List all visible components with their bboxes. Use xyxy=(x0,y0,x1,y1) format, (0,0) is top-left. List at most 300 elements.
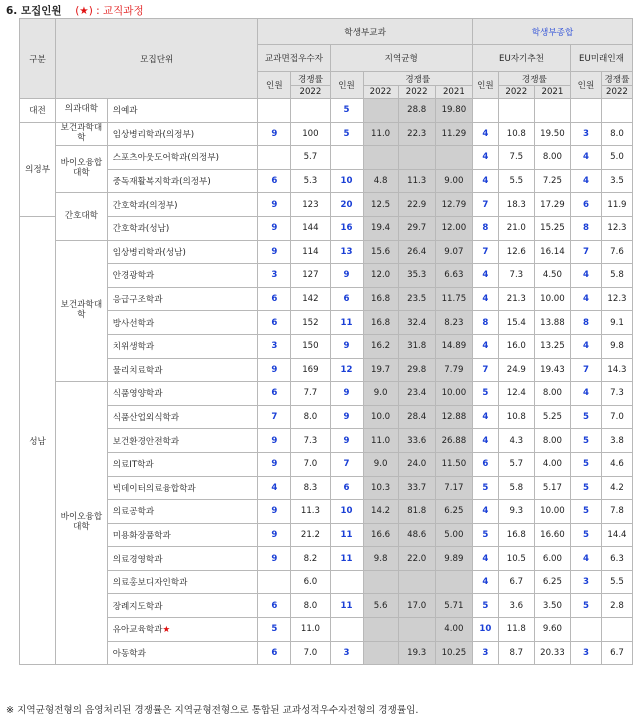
value-cell: 12.4 xyxy=(498,382,534,406)
value-cell: 6 xyxy=(258,169,291,193)
value-cell: 11.0 xyxy=(363,122,398,146)
value-cell: 29.7 xyxy=(398,216,435,240)
value-cell: 8 xyxy=(472,216,498,240)
value-cell: 11.9 xyxy=(601,193,632,217)
value-cell: 8.0 xyxy=(291,405,330,429)
department-name: 중독재활복지학과(의정부) xyxy=(112,177,211,188)
value-cell: 11 xyxy=(330,523,363,547)
department-name: 의료홍보디자인학과 xyxy=(112,578,188,589)
header-eu-self: EU자기추천 xyxy=(472,45,570,72)
value-cell: 5 xyxy=(330,99,363,123)
value-cell: 8.7 xyxy=(498,641,534,665)
value-cell: 4 xyxy=(570,334,601,358)
value-cell: 12.88 xyxy=(435,405,472,429)
value-cell: 10.00 xyxy=(435,382,472,406)
value-cell: 5.25 xyxy=(534,405,570,429)
value-cell: 6.7 xyxy=(498,570,534,594)
value-cell: 10.25 xyxy=(435,641,472,665)
value-cell: 8 xyxy=(570,216,601,240)
department-cell xyxy=(107,193,258,217)
header-quota: 인원 xyxy=(330,72,363,99)
value-cell: 5 xyxy=(570,500,601,524)
value-cell: 5.00 xyxy=(435,523,472,547)
value-cell: 19.50 xyxy=(534,122,570,146)
legend-text: 교직과정 xyxy=(103,5,144,17)
value-cell: 5.7 xyxy=(291,146,330,170)
value-cell: 12.3 xyxy=(601,287,632,311)
value-cell xyxy=(363,641,398,665)
value-cell: 3.6 xyxy=(498,594,534,618)
value-cell: 6 xyxy=(472,452,498,476)
value-cell: 8.0 xyxy=(291,594,330,618)
value-cell: 81.8 xyxy=(398,500,435,524)
department-name: 물리치료학과 xyxy=(112,365,163,376)
value-cell: 10.8 xyxy=(498,405,534,429)
value-cell: 10 xyxy=(472,618,498,642)
department-name: 보건환경안전학과 xyxy=(112,436,180,447)
header-category: 구분 xyxy=(20,19,56,99)
table-row xyxy=(20,216,633,240)
header-competition: 경쟁률 xyxy=(291,72,330,86)
value-cell: 5 xyxy=(570,429,601,453)
value-cell: 4 xyxy=(570,547,601,571)
value-cell: 4 xyxy=(472,405,498,429)
value-cell: 9.8 xyxy=(601,334,632,358)
value-cell: 16.6 xyxy=(363,523,398,547)
value-cell: 7.17 xyxy=(435,476,472,500)
value-cell: 9 xyxy=(258,429,291,453)
value-cell: 9.0 xyxy=(363,452,398,476)
department-cell xyxy=(107,594,258,618)
value-cell: 14.2 xyxy=(363,500,398,524)
value-cell: 14.4 xyxy=(601,523,632,547)
value-cell: 4.6 xyxy=(601,452,632,476)
value-cell: 9 xyxy=(330,405,363,429)
table-row xyxy=(20,382,633,406)
value-cell xyxy=(472,99,498,123)
value-cell: 5.71 xyxy=(435,594,472,618)
value-cell: 9 xyxy=(258,547,291,571)
value-cell: 4 xyxy=(472,169,498,193)
value-cell: 11.50 xyxy=(435,452,472,476)
department-name: 스포츠아웃도어학과(의정부) xyxy=(112,153,220,164)
table-row xyxy=(20,523,633,547)
value-cell xyxy=(570,618,601,642)
value-cell: 5 xyxy=(472,523,498,547)
value-cell: 16.8 xyxy=(498,523,534,547)
value-cell xyxy=(398,146,435,170)
department-name: 간호학과(의정부) xyxy=(112,200,178,211)
value-cell: 5.5 xyxy=(601,570,632,594)
header-competition: 경쟁률 xyxy=(601,72,632,86)
value-cell: 12.5 xyxy=(363,193,398,217)
value-cell: 10.5 xyxy=(498,547,534,571)
value-cell: 7 xyxy=(472,193,498,217)
value-cell xyxy=(330,570,363,594)
value-cell: 11 xyxy=(330,594,363,618)
department-cell xyxy=(107,311,258,335)
value-cell: 4.00 xyxy=(435,618,472,642)
value-cell: 21.2 xyxy=(291,523,330,547)
value-cell: 9 xyxy=(330,429,363,453)
value-cell: 10.3 xyxy=(363,476,398,500)
header-year: 2022 xyxy=(398,86,435,99)
college-cell: 바이오융합대학 xyxy=(56,146,108,193)
department-name: 응급구조학과 xyxy=(112,295,163,306)
department-cell xyxy=(107,570,258,594)
value-cell: 4 xyxy=(570,382,601,406)
value-cell: 3 xyxy=(570,641,601,665)
table-row xyxy=(20,358,633,382)
value-cell: 4 xyxy=(472,334,498,358)
value-cell xyxy=(258,570,291,594)
value-cell: 9 xyxy=(258,523,291,547)
value-cell: 5 xyxy=(472,382,498,406)
value-cell: 7 xyxy=(472,240,498,264)
value-cell xyxy=(601,99,632,123)
value-cell: 29.8 xyxy=(398,358,435,382)
value-cell: 6 xyxy=(570,193,601,217)
value-cell: 6.25 xyxy=(435,500,472,524)
value-cell: 17.0 xyxy=(398,594,435,618)
value-cell xyxy=(363,99,398,123)
department-name: 의료공학과 xyxy=(112,507,155,518)
value-cell: 5.0 xyxy=(601,146,632,170)
value-cell: 10.0 xyxy=(363,405,398,429)
value-cell: 9.1 xyxy=(601,311,632,335)
value-cell: 32.4 xyxy=(398,311,435,335)
value-cell: 6.7 xyxy=(601,641,632,665)
department-name: 아동학과 xyxy=(112,648,146,659)
table-row xyxy=(20,570,633,594)
header-year: 2022 xyxy=(498,86,534,99)
value-cell: 11.0 xyxy=(363,429,398,453)
table-row xyxy=(20,476,633,500)
legend-separator: : xyxy=(92,5,104,17)
department-name: 미용화장품학과 xyxy=(112,530,171,541)
value-cell: 19.80 xyxy=(435,99,472,123)
value-cell: 21.3 xyxy=(498,287,534,311)
department-cell xyxy=(107,122,258,146)
value-cell: 150 xyxy=(291,334,330,358)
value-cell: 9.89 xyxy=(435,547,472,571)
value-cell: 9 xyxy=(330,264,363,288)
value-cell: 11.0 xyxy=(291,618,330,642)
header-school-record-comprehensive: 학생부종합 xyxy=(472,19,632,45)
value-cell: 12.0 xyxy=(363,264,398,288)
value-cell xyxy=(398,570,435,594)
value-cell: 24.0 xyxy=(398,452,435,476)
value-cell: 7.5 xyxy=(498,146,534,170)
value-cell xyxy=(258,99,291,123)
value-cell: 35.3 xyxy=(398,264,435,288)
value-cell: 7 xyxy=(330,452,363,476)
legend-star: (★) xyxy=(75,5,93,17)
value-cell: 3.8 xyxy=(601,429,632,453)
table-row xyxy=(20,193,633,217)
value-cell: 6.0 xyxy=(291,570,330,594)
value-cell: 13.25 xyxy=(534,334,570,358)
value-cell xyxy=(435,570,472,594)
table-row xyxy=(20,594,633,618)
value-cell: 4 xyxy=(472,500,498,524)
department-cell xyxy=(107,240,258,264)
department-cell xyxy=(107,476,258,500)
value-cell: 8.00 xyxy=(534,429,570,453)
value-cell xyxy=(363,146,398,170)
value-cell: 9 xyxy=(258,500,291,524)
value-cell: 9.60 xyxy=(534,618,570,642)
value-cell: 5 xyxy=(472,594,498,618)
value-cell: 7.8 xyxy=(601,500,632,524)
value-cell: 33.7 xyxy=(398,476,435,500)
value-cell: 9 xyxy=(258,452,291,476)
value-cell: 10.8 xyxy=(498,122,534,146)
value-cell: 22.0 xyxy=(398,547,435,571)
value-cell: 11.29 xyxy=(435,122,472,146)
value-cell: 14.89 xyxy=(435,334,472,358)
department-name: 간호학과(성남) xyxy=(112,224,170,235)
value-cell: 3.50 xyxy=(534,594,570,618)
value-cell: 15.6 xyxy=(363,240,398,264)
value-cell: 6 xyxy=(258,311,291,335)
region-cell: 성남 xyxy=(20,216,56,664)
value-cell: 8.00 xyxy=(534,146,570,170)
value-cell: 16.0 xyxy=(498,334,534,358)
value-cell: 6.00 xyxy=(534,547,570,571)
value-cell: 3 xyxy=(570,570,601,594)
department-cell xyxy=(107,287,258,311)
value-cell xyxy=(291,99,330,123)
table-row xyxy=(20,311,633,335)
value-cell: 7.3 xyxy=(498,264,534,288)
value-cell: 7.6 xyxy=(601,240,632,264)
value-cell: 123 xyxy=(291,193,330,217)
value-cell: 4.8 xyxy=(363,169,398,193)
value-cell: 16.14 xyxy=(534,240,570,264)
value-cell: 11.8 xyxy=(498,618,534,642)
value-cell: 8.2 xyxy=(291,547,330,571)
value-cell: 3 xyxy=(258,264,291,288)
value-cell: 15.4 xyxy=(498,311,534,335)
value-cell: 7.0 xyxy=(601,405,632,429)
header-competition: 경쟁률 xyxy=(363,72,472,86)
value-cell: 10 xyxy=(330,169,363,193)
department-name: 의료IT학과 xyxy=(112,460,154,471)
teacher-course-star-icon: ★ xyxy=(162,625,171,636)
header-eu-future: EU미래인재 xyxy=(570,45,632,72)
value-cell: 5.6 xyxy=(363,594,398,618)
college-cell: 보건과학대학 xyxy=(56,122,108,146)
value-cell: 4.00 xyxy=(534,452,570,476)
value-cell: 2.8 xyxy=(601,594,632,618)
value-cell: 7 xyxy=(570,240,601,264)
table-row xyxy=(20,618,633,642)
value-cell xyxy=(498,99,534,123)
table-row xyxy=(20,641,633,665)
section-title: 6. 모집인원 xyxy=(6,5,62,17)
department-name: 식품산업외식학과 xyxy=(112,413,180,424)
value-cell: 9 xyxy=(258,216,291,240)
value-cell: 13 xyxy=(330,240,363,264)
value-cell xyxy=(534,99,570,123)
header-competition: 경쟁률 xyxy=(498,72,570,86)
department-name: 빅데이터의료융합학과 xyxy=(112,483,196,494)
value-cell: 5.7 xyxy=(498,452,534,476)
department-name: 임상병리학과(의정부) xyxy=(112,129,195,140)
header-school-record-subject: 학생부교과 xyxy=(258,19,473,45)
value-cell: 4 xyxy=(472,287,498,311)
department-name: 방사선학과 xyxy=(112,318,155,329)
department-cell xyxy=(107,429,258,453)
value-cell xyxy=(601,618,632,642)
header-regional-balance: 지역균형 xyxy=(330,45,472,72)
value-cell: 142 xyxy=(291,287,330,311)
value-cell xyxy=(435,146,472,170)
value-cell: 144 xyxy=(291,216,330,240)
college-cell: 보건과학대학 xyxy=(56,240,108,382)
department-cell xyxy=(107,216,258,240)
value-cell: 21.0 xyxy=(498,216,534,240)
value-cell: 5.17 xyxy=(534,476,570,500)
department-name: 식품영양학과 xyxy=(112,389,163,400)
value-cell: 4 xyxy=(570,264,601,288)
value-cell: 16 xyxy=(330,216,363,240)
table-row xyxy=(20,429,633,453)
value-cell: 6 xyxy=(258,287,291,311)
table-row xyxy=(20,334,633,358)
recruitment-table xyxy=(19,18,633,665)
value-cell: 11 xyxy=(330,311,363,335)
value-cell: 12.6 xyxy=(498,240,534,264)
value-cell: 4.50 xyxy=(534,264,570,288)
department-name: 장례지도학과 xyxy=(112,601,163,612)
value-cell xyxy=(258,146,291,170)
header-quota: 인원 xyxy=(570,72,601,99)
value-cell: 6 xyxy=(330,476,363,500)
value-cell: 4 xyxy=(472,429,498,453)
value-cell: 9.8 xyxy=(363,547,398,571)
value-cell: 9.00 xyxy=(435,169,472,193)
header-year: 2022 xyxy=(601,86,632,99)
value-cell: 7.79 xyxy=(435,358,472,382)
department-cell xyxy=(107,99,258,123)
value-cell: 5.8 xyxy=(601,264,632,288)
table-row xyxy=(20,547,633,571)
value-cell: 7.7 xyxy=(291,382,330,406)
value-cell: 5 xyxy=(258,618,291,642)
header-year: 2021 xyxy=(534,86,570,99)
table-row xyxy=(20,452,633,476)
value-cell: 7 xyxy=(472,358,498,382)
value-cell: 9 xyxy=(330,334,363,358)
value-cell: 12 xyxy=(330,358,363,382)
value-cell: 10.00 xyxy=(534,287,570,311)
value-cell: 5 xyxy=(570,405,601,429)
value-cell: 6 xyxy=(330,287,363,311)
table-row xyxy=(20,122,633,146)
value-cell: 28.4 xyxy=(398,405,435,429)
department-cell xyxy=(107,405,258,429)
value-cell: 6 xyxy=(258,641,291,665)
table-row xyxy=(20,264,633,288)
footnote: ※ 지역균형전형의 음영처리된 경쟁률은 지역균형전형으로 통합된 교과성적우수자전형의 경쟁률임. xyxy=(6,705,419,716)
value-cell: 12.79 xyxy=(435,193,472,217)
value-cell: 3 xyxy=(258,334,291,358)
header-year: 2022 xyxy=(363,86,398,99)
table-row xyxy=(20,146,633,170)
value-cell: 5 xyxy=(570,476,601,500)
value-cell: 23.5 xyxy=(398,287,435,311)
value-cell: 4 xyxy=(258,476,291,500)
value-cell: 10 xyxy=(330,500,363,524)
value-cell: 3 xyxy=(472,641,498,665)
value-cell: 6.3 xyxy=(601,547,632,571)
value-cell: 4 xyxy=(472,264,498,288)
value-cell: 20 xyxy=(330,193,363,217)
value-cell: 4 xyxy=(570,169,601,193)
department-cell xyxy=(107,500,258,524)
department-cell xyxy=(107,146,258,170)
value-cell: 152 xyxy=(291,311,330,335)
value-cell xyxy=(363,570,398,594)
department-cell xyxy=(107,523,258,547)
value-cell: 114 xyxy=(291,240,330,264)
department-cell xyxy=(107,641,258,665)
table-body xyxy=(20,99,633,665)
college-cell: 간호대학 xyxy=(56,193,108,240)
value-cell: 26.4 xyxy=(398,240,435,264)
value-cell: 10.00 xyxy=(534,500,570,524)
value-cell: 18.3 xyxy=(498,193,534,217)
value-cell: 8.3 xyxy=(291,476,330,500)
value-cell: 7 xyxy=(570,358,601,382)
department-cell xyxy=(107,169,258,193)
value-cell: 3 xyxy=(330,641,363,665)
table-row xyxy=(20,500,633,524)
header-unit: 모집단위 xyxy=(56,19,258,99)
value-cell: 24.9 xyxy=(498,358,534,382)
college-cell: 의과대학 xyxy=(56,99,108,123)
value-cell: 19.43 xyxy=(534,358,570,382)
value-cell: 9 xyxy=(258,240,291,264)
value-cell: 22.3 xyxy=(398,122,435,146)
value-cell: 9 xyxy=(258,193,291,217)
value-cell: 5 xyxy=(570,523,601,547)
value-cell: 31.8 xyxy=(398,334,435,358)
department-name: 의예과 xyxy=(112,106,138,117)
value-cell xyxy=(330,146,363,170)
value-cell: 11.3 xyxy=(291,500,330,524)
value-cell: 17.29 xyxy=(534,193,570,217)
department-cell xyxy=(107,547,258,571)
value-cell: 16.60 xyxy=(534,523,570,547)
value-cell xyxy=(330,618,363,642)
value-cell: 20.33 xyxy=(534,641,570,665)
table-row xyxy=(20,169,633,193)
value-cell: 7.0 xyxy=(291,641,330,665)
value-cell: 28.8 xyxy=(398,99,435,123)
value-cell: 5 xyxy=(570,594,601,618)
value-cell: 26.88 xyxy=(435,429,472,453)
department-cell xyxy=(107,264,258,288)
value-cell: 9 xyxy=(258,358,291,382)
value-cell: 6.63 xyxy=(435,264,472,288)
value-cell: 5 xyxy=(472,476,498,500)
value-cell: 8 xyxy=(570,311,601,335)
value-cell: 7.25 xyxy=(534,169,570,193)
value-cell: 11.75 xyxy=(435,287,472,311)
